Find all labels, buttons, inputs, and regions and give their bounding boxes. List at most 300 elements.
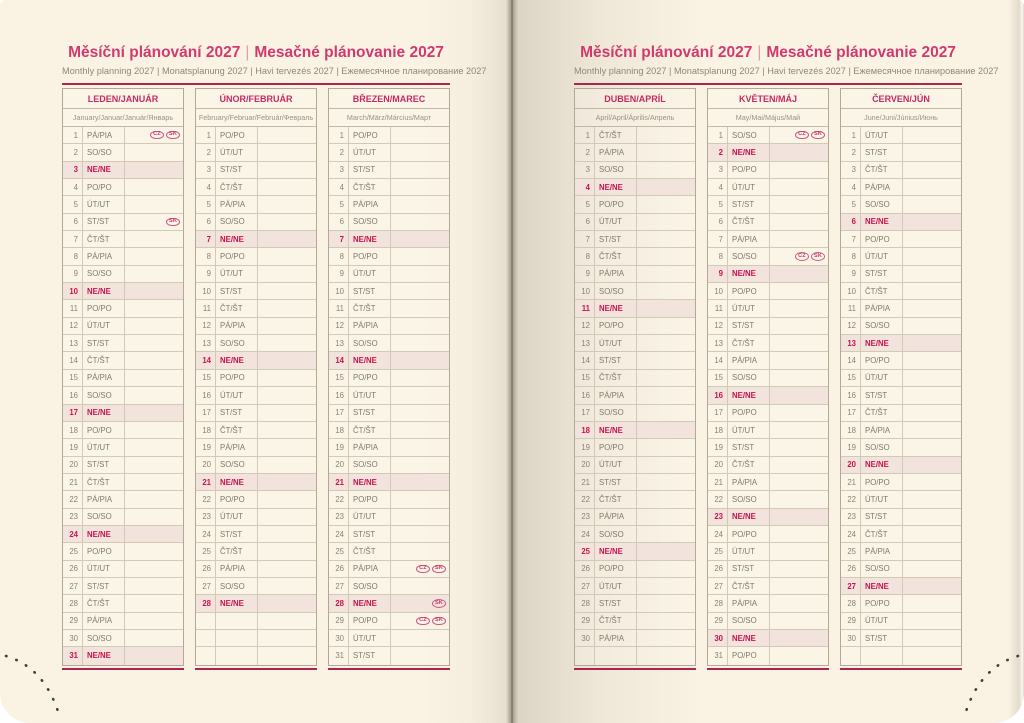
- day-abbrev: ÚT/UT: [83, 439, 125, 455]
- day-number: 17: [841, 405, 861, 421]
- day-number: 14: [708, 352, 728, 368]
- day-number: 19: [708, 439, 728, 455]
- month-underline: [574, 668, 696, 670]
- page-stack-edge: [1008, 0, 1024, 723]
- day-abbrev: NE/NE: [861, 214, 903, 230]
- day-row: [329, 214, 449, 231]
- day-row: [63, 647, 183, 664]
- day-row: [329, 405, 449, 422]
- day-row: [841, 613, 961, 630]
- notes-cell: [258, 526, 316, 542]
- day-number: 8: [841, 248, 861, 264]
- notes-cell: [637, 179, 695, 195]
- day-number: 20: [708, 457, 728, 473]
- day-abbrev: NE/NE: [216, 352, 258, 368]
- day-row: [196, 127, 316, 144]
- day-row: [575, 457, 695, 474]
- month-title: ÚNOR/FEBRUÁR: [196, 89, 316, 109]
- notes-cell: [391, 214, 449, 230]
- notes-cell: [125, 491, 183, 507]
- day-abbrev: NE/NE: [83, 647, 125, 664]
- notes-cell: [125, 595, 183, 611]
- day-row: [708, 595, 828, 612]
- notes-cell: [125, 248, 183, 264]
- day-row: [841, 300, 961, 317]
- day-row: [575, 491, 695, 508]
- notes-cell: [125, 162, 183, 178]
- notes-cell: [637, 196, 695, 212]
- day-abbrev: PÁ/PIA: [349, 561, 391, 577]
- day-number: 17: [63, 405, 83, 421]
- day-abbrev: ÚT/UT: [728, 300, 770, 316]
- day-abbrev: ČT/ŠT: [595, 613, 637, 629]
- notes-cell: [903, 405, 961, 421]
- day-number: 24: [575, 526, 595, 542]
- day-abbrev: ST/ST: [216, 162, 258, 178]
- notes-cell: [903, 179, 961, 195]
- day-row: [63, 405, 183, 422]
- day-abbrev: PÁ/PIA: [728, 595, 770, 611]
- day-abbrev: ČT/ŠT: [216, 543, 258, 559]
- day-abbrev: ST/ST: [349, 162, 391, 178]
- notes-cell: [258, 543, 316, 559]
- day-number: 5: [196, 196, 216, 212]
- day-abbrev: PO/PO: [595, 439, 637, 455]
- notes-cell: [391, 162, 449, 178]
- day-number: 5: [329, 196, 349, 212]
- day-row: [841, 526, 961, 543]
- day-abbrev: PO/PO: [216, 127, 258, 143]
- notes-cell: [391, 300, 449, 316]
- notes-cell: [258, 231, 316, 247]
- day-row: [329, 543, 449, 560]
- day-row: [708, 491, 828, 508]
- notes-cell: [391, 127, 449, 143]
- month-column-january: [62, 88, 184, 670]
- day-abbrev: ST/ST: [349, 405, 391, 421]
- notes-cell: [391, 543, 449, 559]
- day-row: [841, 283, 961, 300]
- notes-cell: [770, 335, 828, 351]
- notes-cell: [391, 370, 449, 386]
- day-abbrev: ÚT/UT: [595, 457, 637, 473]
- month-subtitle: June/Juni/Június/Июнь: [841, 109, 961, 127]
- holiday-badge-sk-icon: SK: [811, 131, 825, 140]
- day-number: 7: [841, 231, 861, 247]
- day-abbrev: ÚT/UT: [861, 127, 903, 143]
- day-number: 22: [63, 491, 83, 507]
- day-abbrev: SO/SO: [349, 578, 391, 594]
- day-number: 12: [575, 318, 595, 334]
- day-number: 10: [575, 283, 595, 299]
- month-subtitle: February/Februar/Február/Февраль: [196, 109, 316, 127]
- notes-cell: [391, 283, 449, 299]
- day-row: [575, 439, 695, 456]
- day-abbrev: ST/ST: [83, 578, 125, 594]
- day-number: 23: [708, 509, 728, 525]
- day-abbrev: ST/ST: [216, 283, 258, 299]
- day-row: [575, 613, 695, 630]
- day-number: 3: [575, 162, 595, 178]
- day-row: [708, 509, 828, 526]
- day-row: [196, 491, 316, 508]
- month-table: [840, 88, 962, 666]
- page-title: [574, 44, 962, 62]
- notes-cell: [770, 318, 828, 334]
- day-row: [196, 283, 316, 300]
- day-row: [329, 491, 449, 508]
- notes-cell: [391, 387, 449, 403]
- day-row: [63, 422, 183, 439]
- day-abbrev: PÁ/PIA: [861, 300, 903, 316]
- day-abbrev: PÁ/PIA: [83, 613, 125, 629]
- corner-stitch-arc-icon: [944, 648, 1024, 723]
- day-abbrev: ČT/ŠT: [83, 474, 125, 490]
- notes-cell: [903, 474, 961, 490]
- day-number: 7: [575, 231, 595, 247]
- day-number: 26: [575, 561, 595, 577]
- day-abbrev: ST/ST: [83, 457, 125, 473]
- day-row: [196, 561, 316, 578]
- notes-cell: [770, 543, 828, 559]
- notes-cell: [125, 266, 183, 282]
- day-row: [708, 439, 828, 456]
- day-number: 6: [575, 214, 595, 230]
- notes-cell: [391, 491, 449, 507]
- day-number: 15: [708, 370, 728, 386]
- day-abbrev: ÚT/UT: [216, 144, 258, 160]
- day-number: 17: [708, 405, 728, 421]
- day-row: [63, 179, 183, 196]
- day-number: 11: [196, 300, 216, 316]
- day-row: [841, 318, 961, 335]
- day-number: 19: [575, 439, 595, 455]
- notes-cell: [125, 300, 183, 316]
- day-abbrev: NE/NE: [83, 526, 125, 542]
- day-row: [196, 335, 316, 352]
- day-number: 27: [575, 578, 595, 594]
- header-rule: [574, 83, 962, 85]
- day-row: [63, 613, 183, 630]
- notes-cell: [770, 630, 828, 646]
- notes-cell: [637, 578, 695, 594]
- day-row: [708, 578, 828, 595]
- day-number: 13: [575, 335, 595, 351]
- day-row: [575, 318, 695, 335]
- day-abbrev: SO/SO: [216, 457, 258, 473]
- day-row: [708, 543, 828, 560]
- day-row: [575, 144, 695, 161]
- notes-cell: [258, 179, 316, 195]
- day-row: [575, 352, 695, 369]
- day-number: 10: [196, 283, 216, 299]
- day-number: 20: [575, 457, 595, 473]
- notes-cell: [391, 526, 449, 542]
- day-number: 7: [708, 231, 728, 247]
- day-row: [329, 179, 449, 196]
- day-row: [329, 335, 449, 352]
- notes-cell: [125, 318, 183, 334]
- day-row: [329, 439, 449, 456]
- empty-row: [196, 630, 316, 647]
- day-row: [708, 613, 828, 630]
- notes-cell: [637, 214, 695, 230]
- day-row: [329, 144, 449, 161]
- notes-cell: [770, 526, 828, 542]
- day-number: 1: [63, 127, 83, 143]
- day-abbrev: NE/NE: [349, 231, 391, 247]
- notes-cell: [903, 613, 961, 629]
- notes-cell: [258, 405, 316, 421]
- notes-cell: [903, 352, 961, 368]
- day-abbrev: SO/SO: [861, 196, 903, 212]
- day-row: [841, 387, 961, 404]
- notes-cell: [125, 543, 183, 559]
- notes-cell: [125, 335, 183, 351]
- months-row-right: [574, 88, 962, 670]
- notes-cell: [125, 630, 183, 646]
- day-abbrev: PÁ/PIA: [216, 439, 258, 455]
- notes-cell: [258, 595, 316, 611]
- day-number: 17: [575, 405, 595, 421]
- day-row: [841, 578, 961, 595]
- holiday-badge-sk-icon: SK: [166, 218, 180, 227]
- notes-cell: [391, 422, 449, 438]
- day-row: [196, 422, 316, 439]
- notes-cell: [391, 630, 449, 646]
- day-number: 29: [329, 613, 349, 629]
- day-row: [708, 526, 828, 543]
- day-abbrev: PÁ/PIA: [595, 266, 637, 282]
- day-number: 23: [63, 509, 83, 525]
- day-abbrev: ÚT/UT: [83, 318, 125, 334]
- day-abbrev: PÁ/PIA: [728, 474, 770, 490]
- day-number: 26: [329, 561, 349, 577]
- day-number: 10: [708, 283, 728, 299]
- day-row: [329, 578, 449, 595]
- day-number: 16: [196, 387, 216, 403]
- day-abbrev: PO/PO: [83, 422, 125, 438]
- notes-cell: [258, 630, 316, 646]
- notes-cell: [391, 144, 449, 160]
- day-row: [329, 196, 449, 213]
- day-abbrev: PO/PO: [728, 405, 770, 421]
- day-number: 17: [329, 405, 349, 421]
- day-row: [575, 526, 695, 543]
- month-table: [574, 88, 696, 666]
- day-number: 27: [329, 578, 349, 594]
- day-row: [196, 370, 316, 387]
- day-number: 3: [329, 162, 349, 178]
- day-row: [63, 561, 183, 578]
- day-abbrev: PÁ/PIA: [349, 196, 391, 212]
- notes-cell: [258, 647, 316, 664]
- day-abbrev: ČT/ŠT: [83, 352, 125, 368]
- day-abbrev: [595, 647, 637, 664]
- notes-cell: [903, 318, 961, 334]
- page-subtitle: Monthly planning 2027 | Monatsplanung 2027 | Havi tervezés 2027 | Ежемесячное планирование 2027: [62, 66, 487, 76]
- day-number: 2: [329, 144, 349, 160]
- day-row: [196, 405, 316, 422]
- day-number: 11: [575, 300, 595, 316]
- notes-cell: [258, 352, 316, 368]
- month-subtitle: January/Januar/Január/Январь: [63, 109, 183, 127]
- day-abbrev: NE/NE: [861, 457, 903, 473]
- notes-cell: [637, 370, 695, 386]
- day-row: [63, 439, 183, 456]
- day-number: 30: [708, 630, 728, 646]
- day-number: 18: [575, 422, 595, 438]
- notes-cell: [637, 509, 695, 525]
- day-row: [63, 630, 183, 647]
- day-row: [841, 630, 961, 647]
- empty-row: [841, 647, 961, 664]
- day-abbrev: SO/SO: [861, 439, 903, 455]
- day-number: 16: [63, 387, 83, 403]
- day-number: 28: [841, 595, 861, 611]
- month-rows: [63, 127, 183, 665]
- day-row: [575, 196, 695, 213]
- notes-cell: [125, 214, 183, 230]
- day-row: [708, 474, 828, 491]
- day-row: [63, 144, 183, 161]
- notes-cell: [637, 630, 695, 646]
- notes-cell: [258, 613, 316, 629]
- day-row: [708, 231, 828, 248]
- day-number: 8: [63, 248, 83, 264]
- notes-cell: [391, 457, 449, 473]
- day-number: 16: [329, 387, 349, 403]
- day-abbrev: ÚT/UT: [595, 578, 637, 594]
- day-abbrev: ST/ST: [349, 647, 391, 664]
- day-abbrev: SO/SO: [728, 127, 770, 143]
- day-row: [708, 300, 828, 317]
- day-row: [329, 526, 449, 543]
- day-abbrev: [216, 613, 258, 629]
- page-title: [62, 44, 450, 62]
- day-number: 6: [329, 214, 349, 230]
- page-title-slovak: Mesačné plánovanie 2027: [766, 44, 956, 61]
- day-row: [841, 405, 961, 422]
- day-abbrev: SO/SO: [595, 526, 637, 542]
- day-row: [575, 387, 695, 404]
- day-row: [575, 214, 695, 231]
- day-number: [196, 630, 216, 646]
- day-number: 1: [575, 127, 595, 143]
- header-rule: [62, 83, 450, 85]
- day-row: [63, 266, 183, 283]
- day-abbrev: ČT/ŠT: [216, 422, 258, 438]
- day-abbrev: ČT/ŠT: [861, 283, 903, 299]
- day-abbrev: PO/PO: [83, 543, 125, 559]
- day-abbrev: ST/ST: [83, 214, 125, 230]
- day-number: 31: [329, 647, 349, 664]
- day-number: 31: [63, 647, 83, 664]
- months-row-left: [62, 88, 450, 670]
- month-title: ČERVEN/JÚN: [841, 89, 961, 109]
- month-subtitle: March/März/Március/Март: [329, 109, 449, 127]
- day-row: [329, 266, 449, 283]
- month-rows: [708, 127, 828, 665]
- day-abbrev: SO/SO: [595, 162, 637, 178]
- day-number: 22: [575, 491, 595, 507]
- day-abbrev: PO/PO: [861, 352, 903, 368]
- notes-cell: [391, 335, 449, 351]
- day-row: [329, 370, 449, 387]
- day-abbrev: SO/SO: [349, 335, 391, 351]
- notes-cell: [258, 127, 316, 143]
- day-number: 12: [196, 318, 216, 334]
- day-row: [841, 543, 961, 560]
- day-number: 14: [841, 352, 861, 368]
- day-row: [196, 144, 316, 161]
- holiday-badge-sk-icon: SK: [432, 617, 446, 626]
- day-number: 10: [329, 283, 349, 299]
- day-number: 19: [63, 439, 83, 455]
- holiday-badge-sk-icon: SK: [166, 131, 180, 140]
- day-row: [196, 179, 316, 196]
- notes-cell: [770, 352, 828, 368]
- notes-cell: [125, 439, 183, 455]
- day-row: [196, 231, 316, 248]
- day-number: [196, 647, 216, 664]
- day-number: 23: [575, 509, 595, 525]
- day-row: [196, 248, 316, 265]
- day-number: 25: [841, 543, 861, 559]
- day-row: [575, 405, 695, 422]
- month-title: LEDEN/JANUÁR: [63, 89, 183, 109]
- notes-cell: [391, 352, 449, 368]
- day-abbrev: SO/SO: [216, 214, 258, 230]
- day-number: 17: [196, 405, 216, 421]
- day-abbrev: ČT/ŠT: [861, 526, 903, 542]
- day-abbrev: PO/PO: [728, 647, 770, 664]
- day-number: 26: [708, 561, 728, 577]
- day-row: [841, 509, 961, 526]
- holiday-badge-sk-icon: SK: [811, 252, 825, 261]
- day-row: [841, 457, 961, 474]
- day-number: 28: [708, 595, 728, 611]
- day-number: 22: [329, 491, 349, 507]
- day-abbrev: PÁ/PIA: [349, 318, 391, 334]
- day-number: 29: [575, 613, 595, 629]
- month-title: DUBEN/APRÍL: [575, 89, 695, 109]
- day-abbrev: PÁ/PIA: [216, 318, 258, 334]
- day-abbrev: ÚT/UT: [728, 179, 770, 195]
- day-abbrev: NE/NE: [216, 474, 258, 490]
- day-row: [575, 422, 695, 439]
- notes-cell: [637, 474, 695, 490]
- day-abbrev: PÁ/PIA: [728, 231, 770, 247]
- day-abbrev: NE/NE: [595, 179, 637, 195]
- day-abbrev: ÚT/UT: [861, 248, 903, 264]
- day-abbrev: PO/PO: [861, 595, 903, 611]
- day-row: [196, 578, 316, 595]
- notes-cell: [903, 196, 961, 212]
- day-row: [63, 248, 183, 265]
- day-number: 8: [575, 248, 595, 264]
- day-abbrev: ÚT/UT: [349, 509, 391, 525]
- notes-cell: [258, 578, 316, 594]
- notes-cell: [903, 543, 961, 559]
- day-abbrev: ÚT/UT: [83, 196, 125, 212]
- day-abbrev: NE/NE: [595, 543, 637, 559]
- notes-cell: [770, 491, 828, 507]
- day-row: [841, 370, 961, 387]
- title-separator: |: [245, 44, 250, 61]
- holiday-badge-cz-icon: CZ: [150, 131, 164, 140]
- day-row: [575, 509, 695, 526]
